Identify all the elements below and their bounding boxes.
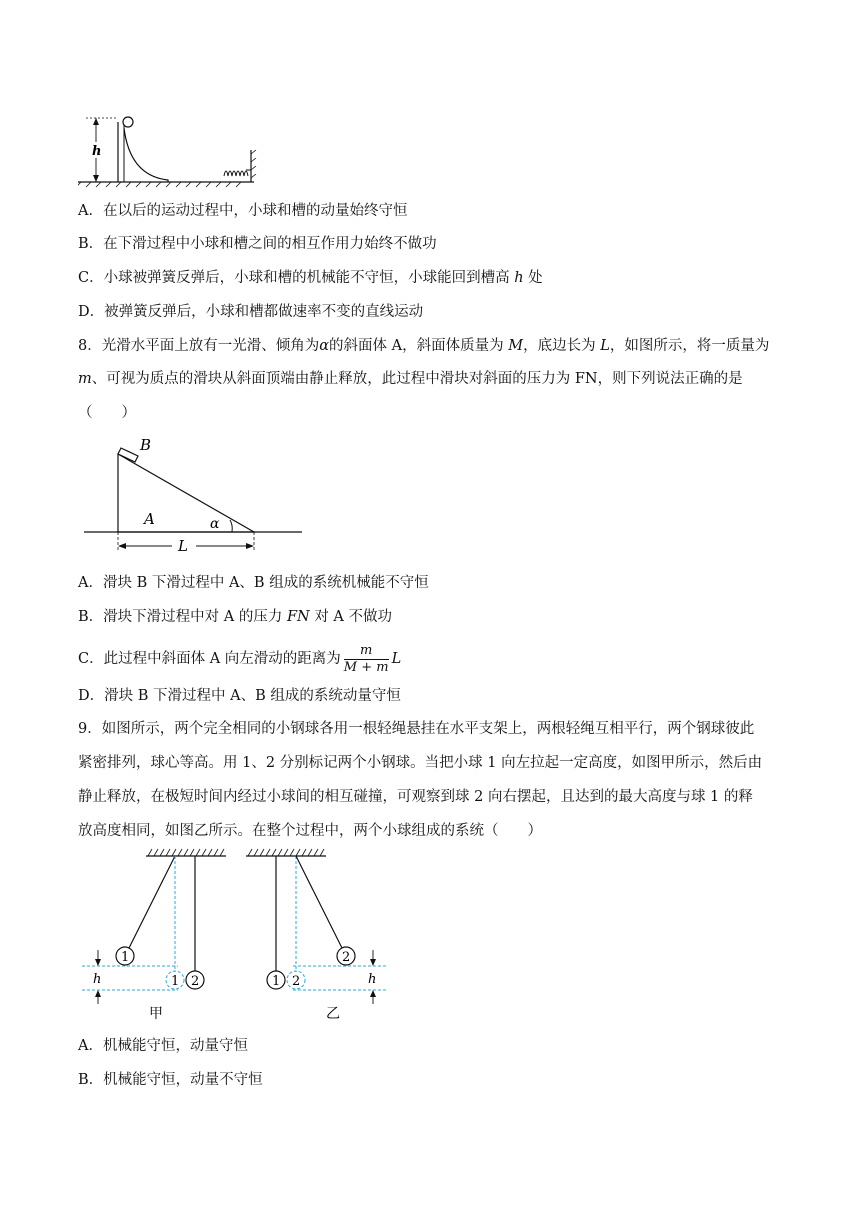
q8-option-b: B．滑块下滑过程中对 A 的压力 FN 对 A 不做功	[78, 609, 393, 625]
fig9-label-jia: 甲	[149, 1006, 163, 1022]
q9-option-a: A．机械能守恒，动量守恒	[78, 1038, 248, 1054]
q7-option-a: A．在以后的运动过程中，小球和槽的动量始终守恒	[78, 203, 408, 219]
fig9-ball1-jia: 1	[121, 950, 130, 965]
fig9-ball2-rest: 2	[292, 974, 301, 989]
q7-option-d: D．被弹簧反弹后，小球和槽都做速率不变的直线运动	[78, 304, 424, 320]
fraction: $\frac{m}{M + m}$	[343, 642, 389, 675]
q8-stem-line1: 8．光滑水平面上放有一光滑、倾角为α的斜面体 A，斜面体质量为 M，底边长为 L，如图所示，将一质量为	[78, 338, 770, 354]
q9-stem-line4: 放高度相同，如图乙所示。在整个过程中，两个小球组成的系统（ ）	[78, 823, 542, 839]
q8-stem-line3: （ ）	[78, 405, 136, 421]
q7-option-c: C．小球被弹簧反弹后，小球和槽的机械能不守恒，小球能回到槽高 h 处	[78, 270, 543, 286]
fig9-h-jia: h	[93, 972, 102, 987]
q7-option-b: B．在下滑过程中小球和槽之间的相互作用力始终不做功	[78, 236, 437, 252]
fig7-h-label: h	[92, 144, 102, 159]
fig9-ball1-yi: 1	[272, 974, 281, 989]
fig9-ball2-jia: 2	[191, 974, 200, 989]
fig8-label-b: B	[140, 436, 152, 454]
fig9-ball2-yi: 2	[342, 950, 351, 965]
q9-stem-line3: 静止释放，在极短时间内经过小球间的相互碰撞，可观察到球 2 向右摆起，且达到的最大高度与球 1 的释	[78, 789, 753, 805]
q8-stem-line2: m、可视为质点的滑块从斜面顶端由静止释放，此过程中滑块对斜面的压力为 FN，则下列说法正确的是	[78, 371, 743, 387]
fig8-label-l: L	[178, 537, 188, 555]
fig9-h-yi: h	[368, 972, 377, 987]
q8-option-d: D．滑块 B 下滑过程中 A、B 组成的系统动量守恒	[78, 688, 401, 704]
fig8-label-a: A	[144, 510, 155, 528]
fig9-diagram	[78, 846, 398, 1024]
q9-stem-line2: 紧密排列，球心等高。用 1、2 分别标记两个小钢球。当把小球 1 向左拉起一定高度，如图甲所示，然后由	[78, 755, 763, 771]
fig8-label-alpha: α	[210, 516, 220, 532]
q9-option-b: B．机械能守恒，动量不守恒	[78, 1072, 263, 1088]
fig9-ball1-rest: 1	[171, 974, 180, 989]
fig7-diagram	[78, 110, 268, 190]
q8-option-a: A．滑块 B 下滑过程中 A、B 组成的系统机械能不守恒	[78, 575, 429, 591]
q8-option-c: C．此过程中斜面体 A 向左滑动的距离为 $\frac{m}{M + m}$ L	[78, 642, 402, 675]
fig8-diagram	[80, 432, 305, 557]
fig9-label-yi: 乙	[326, 1006, 340, 1022]
q9-stem-line1: 9．如图所示，两个完全相同的小钢球各用一根轻绳悬挂在水平支架上，两根轻绳互相平行，两个钢球彼此	[78, 721, 755, 737]
